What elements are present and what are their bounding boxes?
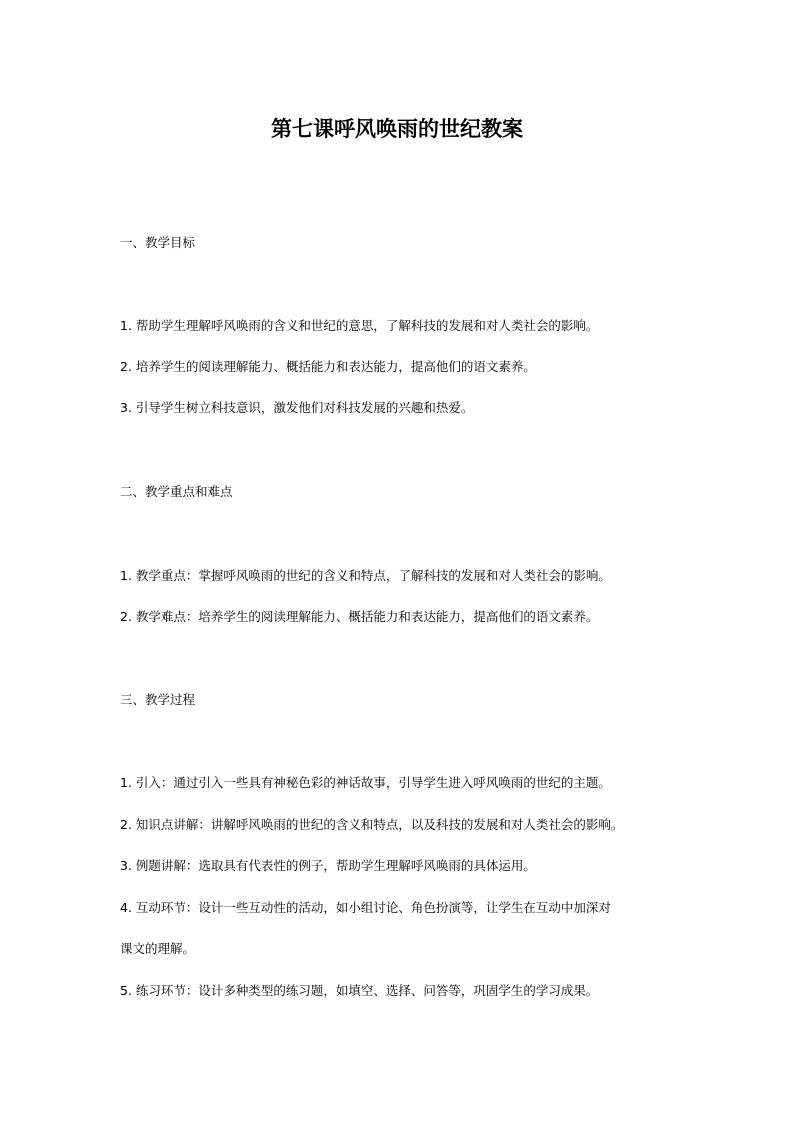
objective-item-1: 1. 帮助学生理解呼风唤雨的含义和世纪的意思，了解科技的发展和对人类社会的影响。 bbox=[120, 318, 599, 333]
process-item-4: 4. 互动环节：设计一些互动性的活动，如小组讨论、角色扮演等，让学生在互动中加深对 bbox=[120, 900, 611, 915]
objective-item-3: 3. 引导学生树立科技意识，激发他们对科技发展的兴趣和热爱。 bbox=[120, 400, 474, 415]
section-heading-objectives: 一、教学目标 bbox=[120, 235, 196, 250]
section-heading-process: 三、教学过程 bbox=[120, 692, 196, 707]
process-item-5: 5. 练习环节：设计多种类型的练习题，如填空、选择、问答等，巩固学生的学习成果。 bbox=[120, 983, 599, 998]
document-title: 第七课呼风唤雨的世纪教案 bbox=[271, 117, 523, 141]
process-item-1: 1. 引入：通过引入一些具有神秘色彩的神话故事，引导学生进入呼风唤雨的世纪的主题。 bbox=[120, 775, 611, 790]
process-item-3: 3. 例题讲解：选取具有代表性的例子，帮助学生理解呼风唤雨的具体运用。 bbox=[120, 858, 536, 873]
process-item-4-continued: 课文的理解。 bbox=[120, 941, 196, 956]
keypoint-item-1: 1. 教学重点：掌握呼风唤雨的世纪的含义和特点，了解科技的发展和对人类社会的影响。 bbox=[120, 568, 611, 583]
keypoint-item-2: 2. 教学难点：培养学生的阅读理解能力、概括能力和表达能力，提高他们的语文素养。 bbox=[120, 609, 599, 624]
process-item-2: 2. 知识点讲解：讲解呼风唤雨的世纪的含义和特点，以及科技的发展和对人类社会的影响。 bbox=[120, 817, 624, 832]
section-heading-keypoints: 二、教学重点和难点 bbox=[120, 484, 233, 499]
objective-item-2: 2. 培养学生的阅读理解能力、概括能力和表达能力，提高他们的语文素养。 bbox=[120, 359, 536, 374]
